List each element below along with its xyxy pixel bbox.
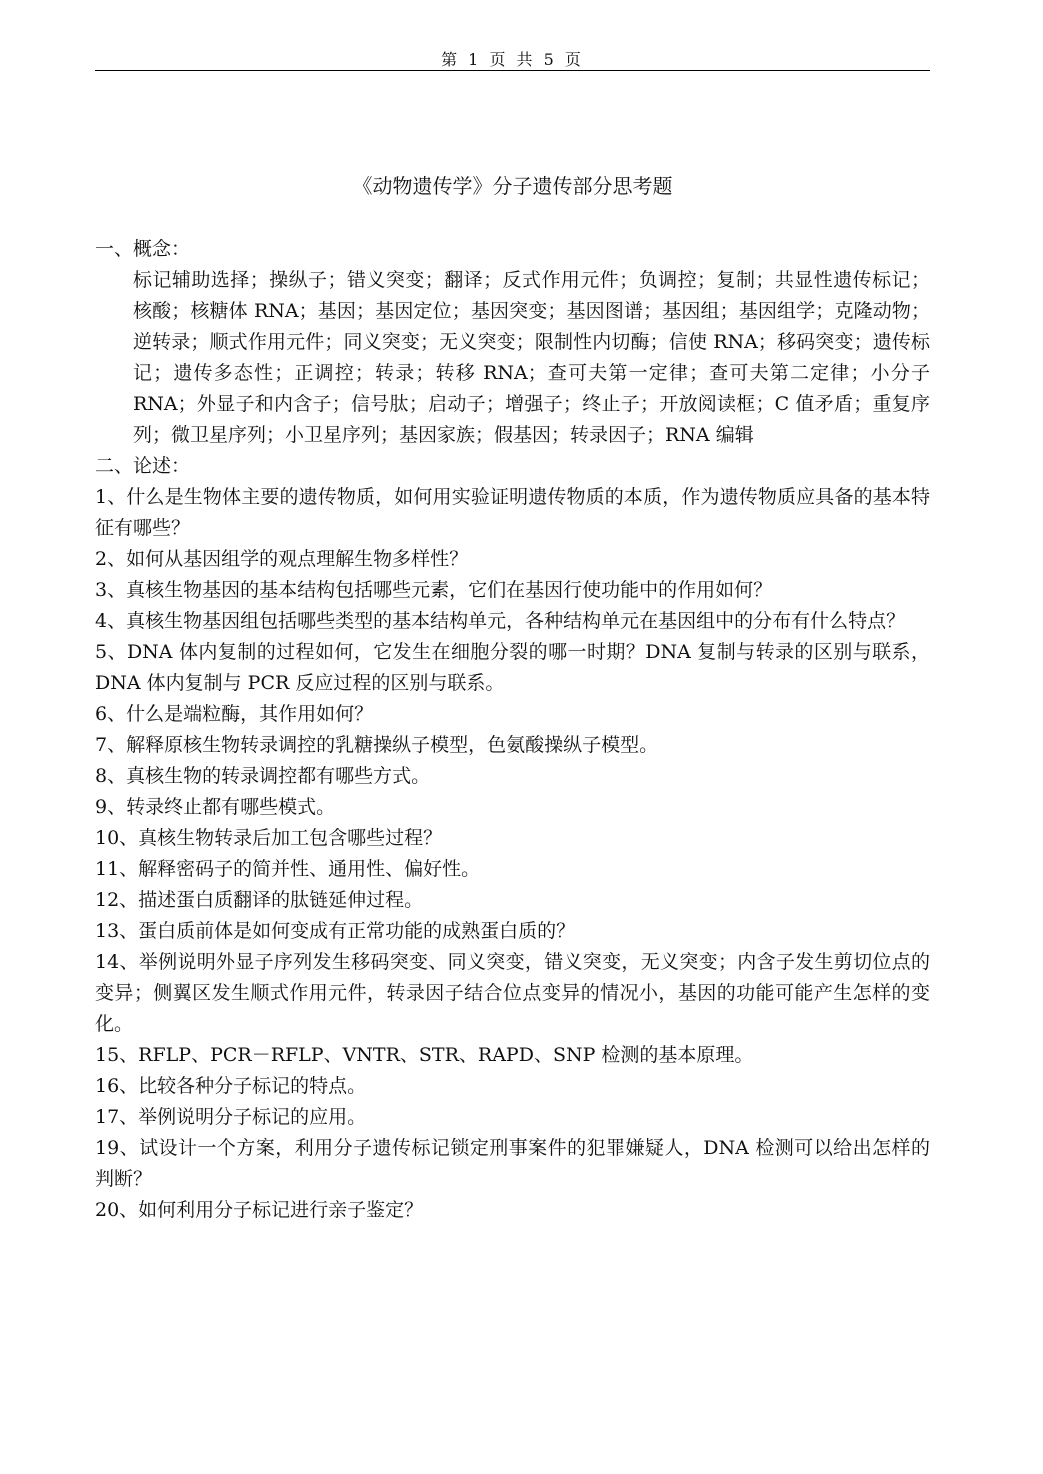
question-item: 19、试设计一个方案，利用分子遗传标记锁定刑事案件的犯罪嫌疑人，DNA 检测可以给出怎样的判断？ (95, 1137, 930, 1190)
question-item: 14、举例说明外显子序列发生移码突变、同义突变，错义突变，无义突变；内含子发生剪切位点的变异；侧翼区发生顺式作用元件，转录因子结合位点变异的情况小，基因的功能可能产生怎样的变化。 (95, 951, 930, 1035)
question-item: 11、解释密码子的简并性、通用性、偏好性。 (95, 858, 481, 880)
question-item: 4、真核生物基因组包括哪些类型的基本结构单元，各种结构单元在基因组中的分布有什么特点？ (95, 610, 906, 632)
question-list (95, 482, 930, 1226)
question-item: 17、举例说明分子标记的应用。 (95, 1106, 367, 1128)
header-divider (95, 70, 930, 71)
question-item: 7、解释原核生物转录调控的乳糖操纵子模型，色氨酸操纵子模型。 (95, 734, 659, 756)
question-item: 12、描述蛋白质翻译的肽链延伸过程。 (95, 889, 424, 911)
question-item: 15、RFLP、PCR－RFLP、VNTR、STR、RAPD、SNP 检测的基本原理。 (95, 1044, 754, 1066)
question-item: 1、什么是生物体主要的遗传物质，如何用实验证明遗传物质的本质，作为遗传物质应具备的基本特征有哪些？ (95, 486, 930, 539)
document-body (95, 234, 930, 1226)
section-concepts-heading: 一、概念： (95, 238, 191, 260)
question-item: 16、比较各种分子标记的特点。 (95, 1075, 367, 1097)
question-item: 8、真核生物的转录调控都有哪些方式。 (95, 765, 431, 787)
document-title: 《动物遗传学》分子遗传部分思考题 (352, 174, 673, 198)
question-item: 6、什么是端粒酶，其作用如何？ (95, 703, 374, 725)
question-item: 13、蛋白质前体是如何变成有正常功能的成熟蛋白质的？ (95, 920, 576, 942)
question-item: 20、如何利用分子标记进行亲子鉴定？ (95, 1199, 424, 1221)
concepts-paragraph: 标记辅助选择；操纵子；错义突变；翻译；反式作用元件；负调控；复制；共显性遗传标记；核酸；核糖体 RNA；基因；基因定位；基因突变；基因图谱；基因组；基因组学；克隆动物；逆转录；顺式作用元件；同义突变；无义突变；限制性内切酶；信使 RNA；移码突变；遗传标记；遗传多态性；正调控；转录；转移 RNA；查可夫第一定律；查可夫第二定律；小分子 RNA；外显子和内含子；信号肽；启动子；增强子；终止子；开放阅读框；C 值矛盾；重复序列；微卫星序列；小卫星序列；基因家族；假基因；转录因子；RNA 编辑 (133, 269, 930, 446)
question-item: 5、DNA 体内复制的过程如何，它发生在细胞分裂的哪一时期？DNA 复制与转录的区别与联系，DNA 体内复制与 PCR 反应过程的区别与联系。 (95, 641, 930, 694)
page-number-header: 第 1 页 共 5 页 (441, 50, 584, 69)
question-item: 10、真核生物转录后加工包含哪些过程？ (95, 827, 443, 849)
question-item: 3、真核生物基因的基本结构包括哪些元素，它们在基因行使功能中的作用如何？ (95, 579, 773, 601)
section-discussion-heading: 二、论述： (95, 455, 191, 477)
question-item: 9、转录终止都有哪些模式。 (95, 796, 336, 818)
question-item: 2、如何从基因组学的观点理解生物多样性？ (95, 548, 469, 570)
